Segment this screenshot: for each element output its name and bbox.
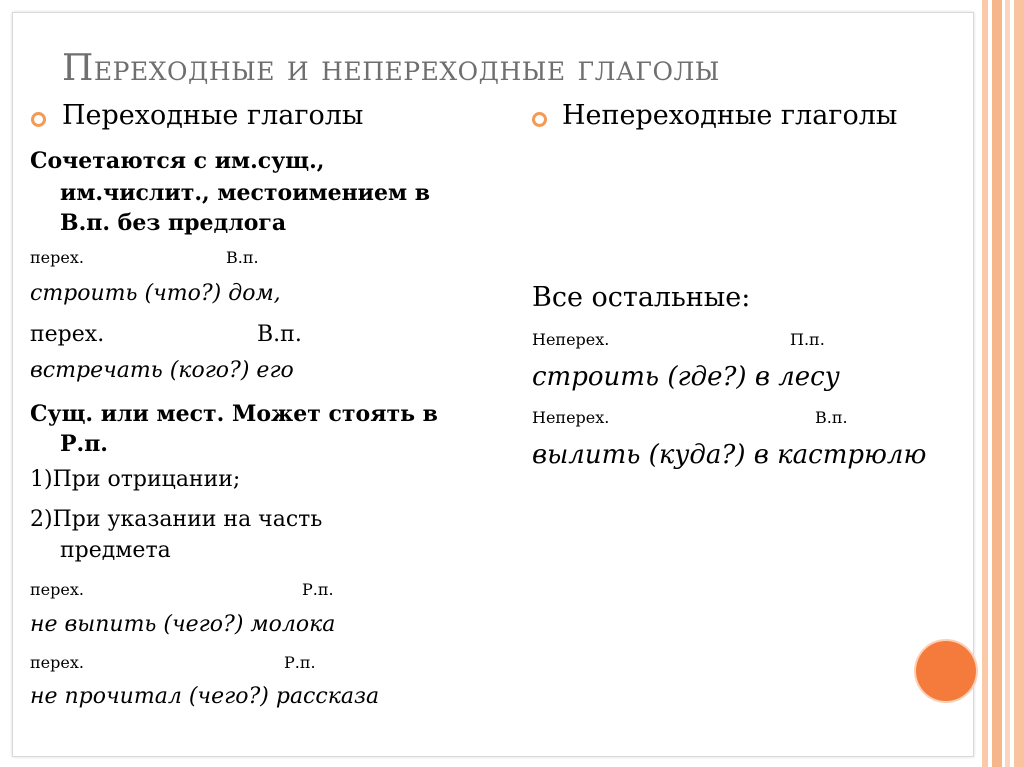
rule-line-1: Сочетаются с им.сущ.,: [30, 148, 325, 174]
bullet-icon: [532, 112, 547, 127]
case-1: 1)При отрицании;: [30, 467, 241, 492]
bullet-icon: [31, 112, 46, 127]
rule2-line-2: Р.п.: [60, 431, 108, 457]
decorative-circle: [916, 641, 976, 701]
ex2-tag-right: В.п.: [257, 322, 302, 347]
ex1-phrase: строить (что?) дом,: [30, 281, 281, 306]
ex2-phrase: встречать (кого?) его: [30, 358, 294, 383]
r-ex2-tag-right: В.п.: [815, 408, 848, 427]
case-2-line-1: 2)При указании на часть: [30, 507, 323, 532]
ex3-phrase: не выпить (чего?) молока: [30, 612, 336, 637]
ex3-tag-right: Р.п.: [302, 580, 334, 599]
r-ex1-tag-right: П.п.: [790, 330, 825, 349]
rule-line-2: им.числит., местоимением в: [60, 180, 431, 206]
ex4-tag-left: перех.: [30, 653, 84, 672]
rest-label: Все остальные:: [532, 282, 751, 313]
decorative-stripes: [982, 0, 1024, 767]
r-ex2-tag-left: Неперех.: [532, 408, 610, 427]
slide-title: Переходные и непереходные глаголы: [62, 48, 720, 89]
rule2-line-1: Сущ. или мест. Может стоять в: [30, 401, 438, 427]
ex2-tag-left: перех.: [30, 322, 105, 347]
r-ex1-phrase: строить (где?) в лесу: [532, 362, 840, 392]
right-heading: Непереходные глаголы: [562, 100, 898, 131]
r-ex1-tag-left: Неперех.: [532, 330, 610, 349]
ex4-tag-right: Р.п.: [284, 653, 316, 672]
ex1-tag-right: В.п.: [226, 248, 259, 267]
left-heading: Переходные глаголы: [62, 100, 364, 131]
ex3-tag-left: перех.: [30, 580, 84, 599]
ex1-tag-left: перех.: [30, 248, 84, 267]
ex4-phrase: не прочитал (чего?) рассказа: [30, 684, 380, 709]
case-2-line-2: предмета: [60, 538, 171, 563]
r-ex2-phrase: вылить (куда?) в кастрюлю: [532, 440, 927, 470]
rule-line-3: В.п. без предлога: [60, 210, 287, 236]
